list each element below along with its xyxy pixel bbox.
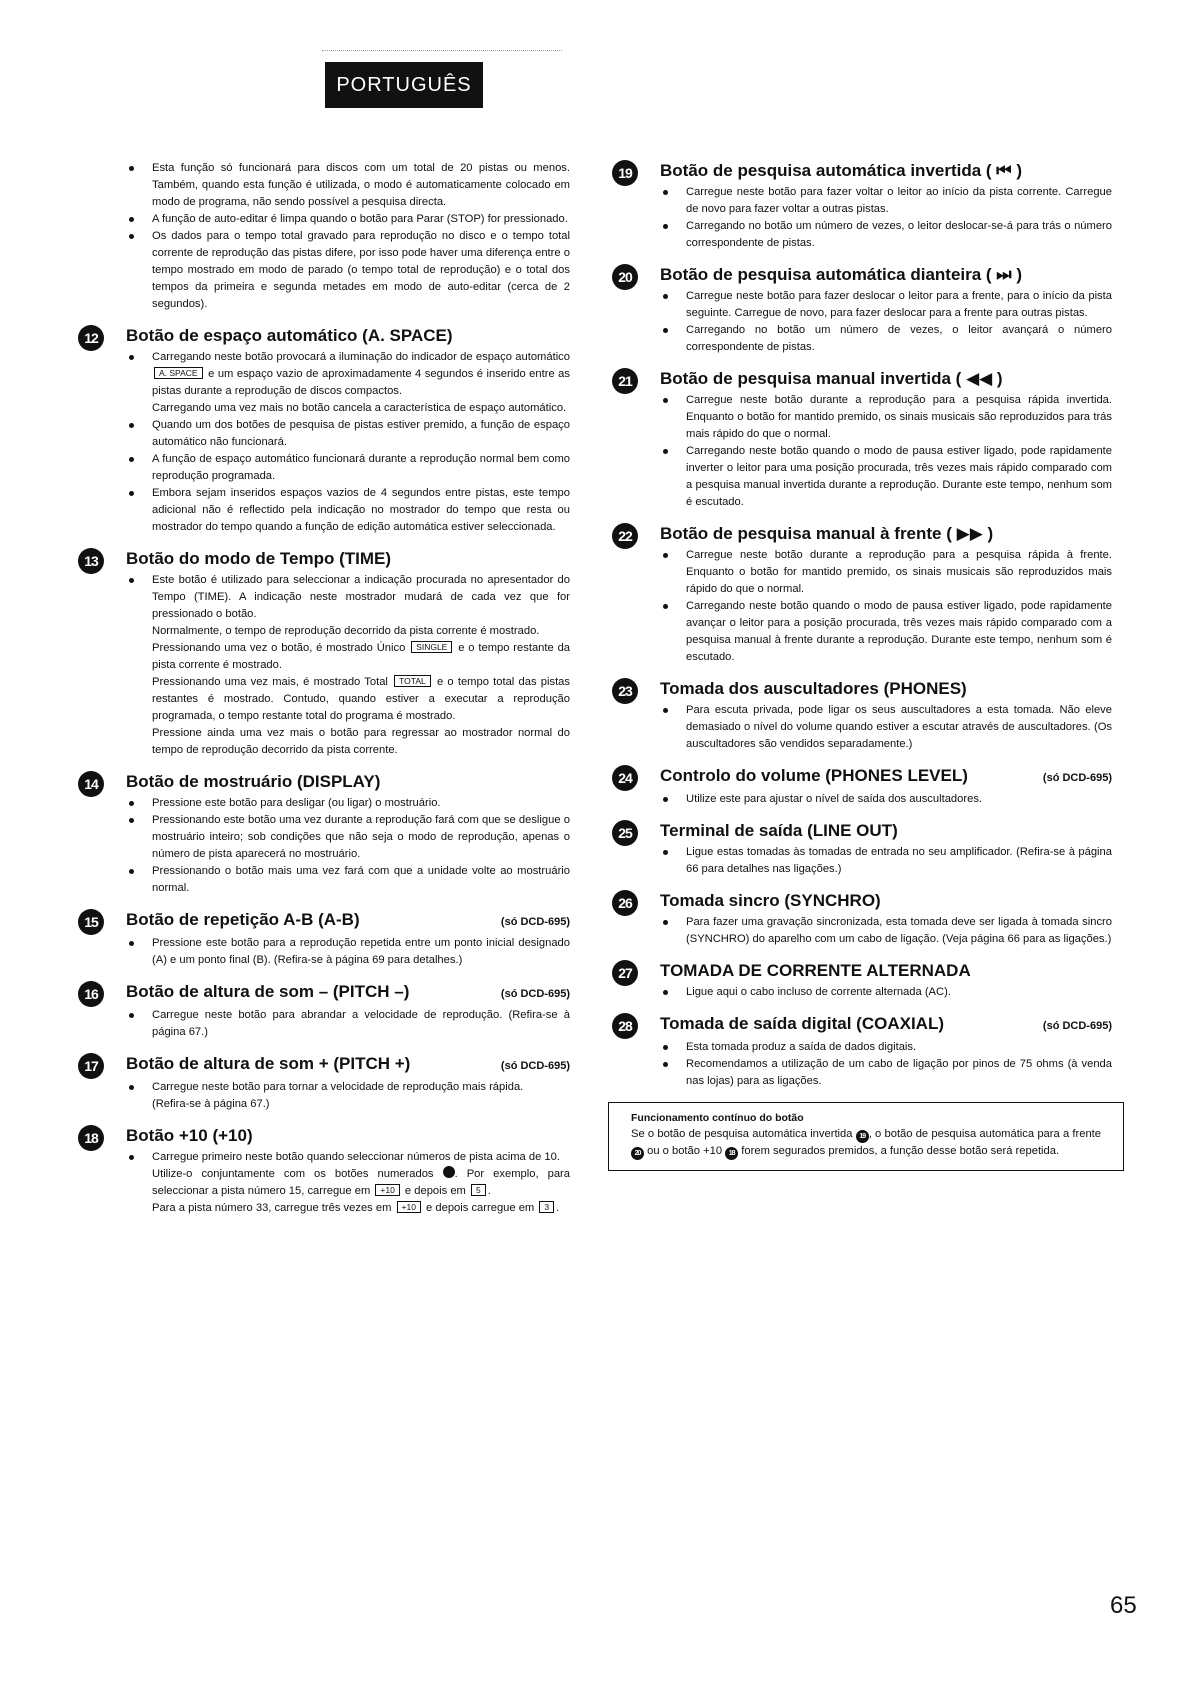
section-title (660, 160, 1112, 182)
single-indicator: SINGLE (411, 641, 452, 653)
title-text: Botão de altura de som + (PITCH +) (126, 1054, 411, 1073)
section-25 (612, 820, 1112, 878)
model-badge: (só DCD-695) (500, 988, 570, 1000)
continuous-operation-note (608, 1102, 1124, 1171)
key-5: 5 (471, 1184, 486, 1196)
bullet: Para fazer uma gravação sincronizada, esta tomada deve ser ligada à tomada sincro (SYNCHRO) do aparelho com um cabo de ligação. (Veja página 66 para as ligações.) (660, 914, 1112, 948)
intro-bullet-2: A função de auto-editar é limpa quando o botão para Parar (STOP) for pressionado. (126, 211, 570, 228)
section-23 (612, 678, 1112, 753)
intro-section (78, 160, 570, 313)
section-title (126, 1053, 570, 1077)
section-title (660, 765, 1112, 789)
bullet: A função de espaço automático funcionará durante a reprodução normal bem como reprodução programada. (126, 451, 570, 485)
title-text: Botão de repetição A-B (A-B) (126, 910, 360, 929)
continuation (126, 1200, 570, 1217)
section-number-badge: 14 (78, 771, 104, 797)
model-badge: (só DCD-695) (500, 1060, 570, 1072)
continuation (126, 674, 570, 725)
plus10-key: +10 (375, 1184, 399, 1196)
title-text: Botão de pesquisa automática invertida ( ⏮ ) (660, 161, 1022, 180)
ref-badge-19: 19 (856, 1130, 869, 1143)
section-12 (78, 325, 570, 536)
text: forem segurados premidos, a função desse botão será repetida. (741, 1145, 1060, 1157)
model-badge: (só DCD-695) (1042, 772, 1112, 784)
note-title: Funcionamento contínuo do botão (631, 1112, 804, 1124)
section-24 (612, 765, 1112, 808)
text: . (487, 1185, 491, 1197)
section-number-badge: 22 (612, 523, 638, 549)
section-27 (612, 960, 1112, 1001)
bullet: Carregue neste botão durante a reprodução para a pesquisa rápida invertida. Enquanto o botão for mantido premido, os sinais musicais são reproduzidos para trás mais rápido do que o normal. (660, 392, 1112, 443)
section-title (126, 981, 570, 1005)
section-title (660, 678, 1112, 700)
title-text: Tomada de saída digital (COAXIAL) (660, 1014, 944, 1033)
section-title (660, 264, 1112, 286)
section-title (660, 890, 1112, 912)
section-title (126, 1125, 570, 1147)
section-number-badge: 19 (612, 160, 638, 186)
bullet: Ligue estas tomadas às tomadas de entrada no seu amplificador. (Refira-se à página 66 para detalhes nas ligações.) (660, 844, 1112, 878)
model-badge: (só DCD-695) (500, 916, 570, 928)
intro-bullet-3: Os dados para o tempo total gravado para reprodução no disco e o tempo total corrente de reprodução das pistas difere, por isso pode haver uma diferença entre o tempo mostrado em modo de parado (o tempo total de reprodução) e o total dos tempos da primeira e segunda metades em modo de auto-editar (cerca de 2 segundos). (126, 228, 570, 313)
bullet: Carregando no botão um número de vezes, o leitor deslocar-se-á para trás o número correspondente de pistas. (660, 218, 1112, 252)
key-3: 3 (539, 1201, 554, 1213)
text: e o tempo restante da pista corrente é mostrado. (152, 642, 571, 671)
bullet: Para escuta privada, pode ligar os seus auscultadores a esta tomada. Não eleve demasiado o nível do volume quando estiver a escutar através de auscultadores. (Os auscultadores são vendidos separadamente.) (660, 702, 1112, 753)
title-text: Botão de pesquisa automática dianteira ( ⏭ ) (660, 265, 1022, 284)
right-column (612, 160, 1112, 1171)
section-26 (612, 890, 1112, 948)
continuation: Carregando uma vez mais no botão cancela a característica de espaço automático. (152, 402, 567, 414)
section-number-badge: 15 (78, 909, 104, 935)
text: ou o botão +10 (647, 1145, 723, 1157)
bullet: Quando um dos botões de pesquisa de pistas estiver premido, a função de espaço automático não funcionará. (126, 417, 570, 451)
total-indicator: TOTAL (394, 675, 431, 687)
section-number-badge: 20 (612, 264, 638, 290)
section-title (660, 1013, 1112, 1037)
title-text: Terminal de saída (LINE OUT) (660, 821, 898, 840)
continuation: Normalmente, o tempo de reprodução decorrido da pista corrente é mostrado. (152, 625, 540, 637)
continuation (126, 640, 570, 674)
bullet: Carregando neste botão quando o modo de pausa estiver ligado, pode rapidamente avançar o leitor para a posição procurada, três vezes mais rápido comparado com a pesquisa manual à frente durante a reprodução. Durante este tempo, nenhum som é escutado. (660, 598, 1112, 666)
top-dotted-rule (322, 50, 562, 51)
section-title (660, 523, 1112, 545)
bullet: Recomendamos a utilização de um cabo de ligação por pinos de 75 ohms (à venda nas lojas) para as ligações. (660, 1056, 1112, 1090)
title-text: Botão de pesquisa manual invertida ( ◀◀ ) (660, 369, 1003, 388)
section-number-badge: 24 (612, 765, 638, 791)
title-text: Botão de mostruário (DISPLAY) (126, 772, 381, 791)
page-number: 65 (1110, 1592, 1137, 1619)
bullet: Embora sejam inseridos espaços vazios de 4 segundos entre pistas, este tempo adicional não é reflectido pela indicação no mostrador do tempo que resta ou mostrador do tempo quando a função de edição automática estiver seleccionada. (126, 485, 570, 536)
ref-badge-18: 18 (725, 1147, 738, 1160)
text: Utilize-o conjuntamente com os botões numerados (152, 1168, 434, 1180)
text: Pressionando uma vez mais, é mostrado Total (152, 676, 388, 688)
section-number-badge: 27 (612, 960, 638, 986)
bullet: Carregue primeiro neste botão quando seleccionar números de pista acima de 10. (126, 1149, 570, 1166)
section-number-badge: 13 (78, 548, 104, 574)
bullet: Esta tomada produz a saída de dados digitais. (660, 1039, 1112, 1056)
section-number-badge: 26 (612, 890, 638, 916)
section-number-badge: 28 (612, 1013, 638, 1039)
note-text (631, 1126, 1101, 1160)
text: Carregando neste botão provocará a iluminação do indicador de espaço automático (152, 351, 570, 363)
bullet: Pressione este botão para desligar (ou ligar) o mostruário. (126, 795, 570, 812)
section-title (126, 325, 570, 347)
continuation (126, 1166, 570, 1200)
bullet: Carregue neste botão para fazer deslocar o leitor para a frente, para o início da pista seguinte. Carregue de novo, para fazer deslocar para a frente para outras pistas. (660, 288, 1112, 322)
title-text: Botão do modo de Tempo (TIME) (126, 549, 392, 568)
section-20 (612, 264, 1112, 356)
bullet (126, 349, 570, 400)
section-number-badge: 21 (612, 368, 638, 394)
continuation: Pressione ainda uma vez mais o botão para regressar ao mostrador normal do tempo de reprodução decorrido da pista corrente. (152, 727, 570, 756)
bullet: Carregando no botão um número de vezes, o leitor avançará o número correspondente de pistas. (660, 322, 1112, 356)
bullet: Carregando neste botão quando o modo de pausa estiver ligado, pode rapidamente inverter o leitor para uma posição procurada, três vezes mais rápido comparado com a pesquisa manual invertida durante a reprodução. Durante este tempo, nenhum som é escutado. (660, 443, 1112, 511)
section-title (660, 820, 1112, 842)
title-text: Botão de pesquisa manual à frente ( ▶▶ ) (660, 524, 994, 543)
model-badge: (só DCD-695) (1042, 1020, 1112, 1032)
section-number-badge: 23 (612, 678, 638, 704)
section-title (660, 368, 1112, 390)
section-number-badge: 12 (78, 325, 104, 351)
section-19 (612, 160, 1112, 252)
title-text: Tomada sincro (SYNCHRO) (660, 891, 881, 910)
text: e o tempo total das pistas restantes é mostrado. Contudo, quando estiver a executar a reprodução programada, o tempo restante total do programa é mostrado. (152, 676, 570, 722)
bullet: Carregue neste botão para abrandar a velocidade de reprodução. (Refira-se à página 67.) (126, 1007, 570, 1041)
section-13 (78, 548, 570, 759)
section-number-badge: 25 (612, 820, 638, 846)
bullet: Pressionando este botão uma vez durante a reprodução fará com que se desligue o mostruário inteiro; sob condições que não seja o modo de reprodução, apenas o número de pista aparecerá no mostruário. (126, 812, 570, 863)
section-16 (78, 981, 570, 1041)
title-text: TOMADA DE CORRENTE ALTERNADA (660, 961, 971, 980)
bullet: Ligue aqui o cabo incluso de corrente alternada (AC). (660, 984, 1112, 1001)
section-18 (78, 1125, 570, 1217)
bullet: Pressione este botão para a reprodução repetida entre um ponto inicial designado (A) e um ponto final (B). (Refira-se à página 69 para detalhes.) (126, 935, 570, 969)
text: . Por exemplo, para seleccionar a pista número 15, carregue em (152, 1168, 570, 1197)
section-15 (78, 909, 570, 969)
title-text: Controlo do volume (PHONES LEVEL) (660, 766, 968, 785)
a-space-indicator: A. SPACE (154, 367, 203, 379)
section-17 (78, 1053, 570, 1113)
intro-bullet-1: Esta função só funcionará para discos com um total de 20 pistas ou menos. Também, quando esta função é utilizada, o modo é automaticamente colocado em modo de programa, não sendo possível a pesquisa directa. (126, 160, 570, 211)
plus10-key: +10 (397, 1201, 421, 1213)
text: e um espaço vazio de aproximadamente 4 segundos é inserido entre as pistas durante a reprodução de discos compactos. (152, 368, 571, 397)
bullet: Carregue neste botão para tornar a velocidade de reprodução mais rápida. (126, 1079, 570, 1096)
title-text: Botão de altura de som – (PITCH –) (126, 982, 410, 1001)
text: Se o botão de pesquisa automática invertida (631, 1128, 853, 1140)
continuation: (Refira-se à página 67.) (152, 1098, 270, 1110)
section-title (660, 960, 1112, 982)
section-number-badge: 16 (78, 981, 104, 1007)
section-28 (612, 1013, 1112, 1090)
title-text: Botão +10 (+10) (126, 1126, 253, 1145)
bullet: Utilize este para ajustar o nível de saída dos auscultadores. (660, 791, 1112, 808)
section-number-badge: 18 (78, 1125, 104, 1151)
left-column (78, 160, 570, 1229)
title-text: Botão de espaço automático (A. SPACE) (126, 326, 453, 345)
bullet: Carregue neste botão durante a reprodução para a pesquisa rápida à frente. Enquanto o botão for mantido premido, os sinais musicais são reproduzidos mais rápido do que o normal. (660, 547, 1112, 598)
text: . (556, 1202, 560, 1214)
text: Para a pista número 33, carregue três vezes em (152, 1202, 392, 1214)
section-number-badge: 17 (78, 1053, 104, 1079)
section-22 (612, 523, 1112, 666)
number-buttons-ref-icon (443, 1166, 455, 1178)
section-title (126, 548, 570, 570)
bullet: Carregue neste botão para fazer voltar o leitor ao início da pista corrente. Carregue de novo para fazer voltar a outras pistas. (660, 184, 1112, 218)
section-21 (612, 368, 1112, 511)
title-text: Tomada dos auscultadores (PHONES) (660, 679, 967, 698)
text: e depois em (404, 1185, 466, 1197)
bullet: Pressionando o botão mais uma vez fará com que a unidade volte ao mostruário normal. (126, 863, 570, 897)
text: , o botão de pesquisa automática para a frente (868, 1128, 1102, 1140)
ref-badge-20: 20 (631, 1147, 644, 1160)
section-14 (78, 771, 570, 897)
section-title (126, 909, 570, 933)
section-title (126, 771, 570, 793)
text: Pressionando uma vez o botão, é mostrado Único (152, 642, 406, 654)
language-tab: PORTUGUÊS (325, 62, 483, 108)
bullet: Este botão é utilizado para seleccionar a indicação procurada no apresentador do Tempo (TIME). A indicação neste mostrador mudará de cada vez que for pressionado o botão. (126, 572, 570, 623)
text: e depois carregue em (426, 1202, 535, 1214)
